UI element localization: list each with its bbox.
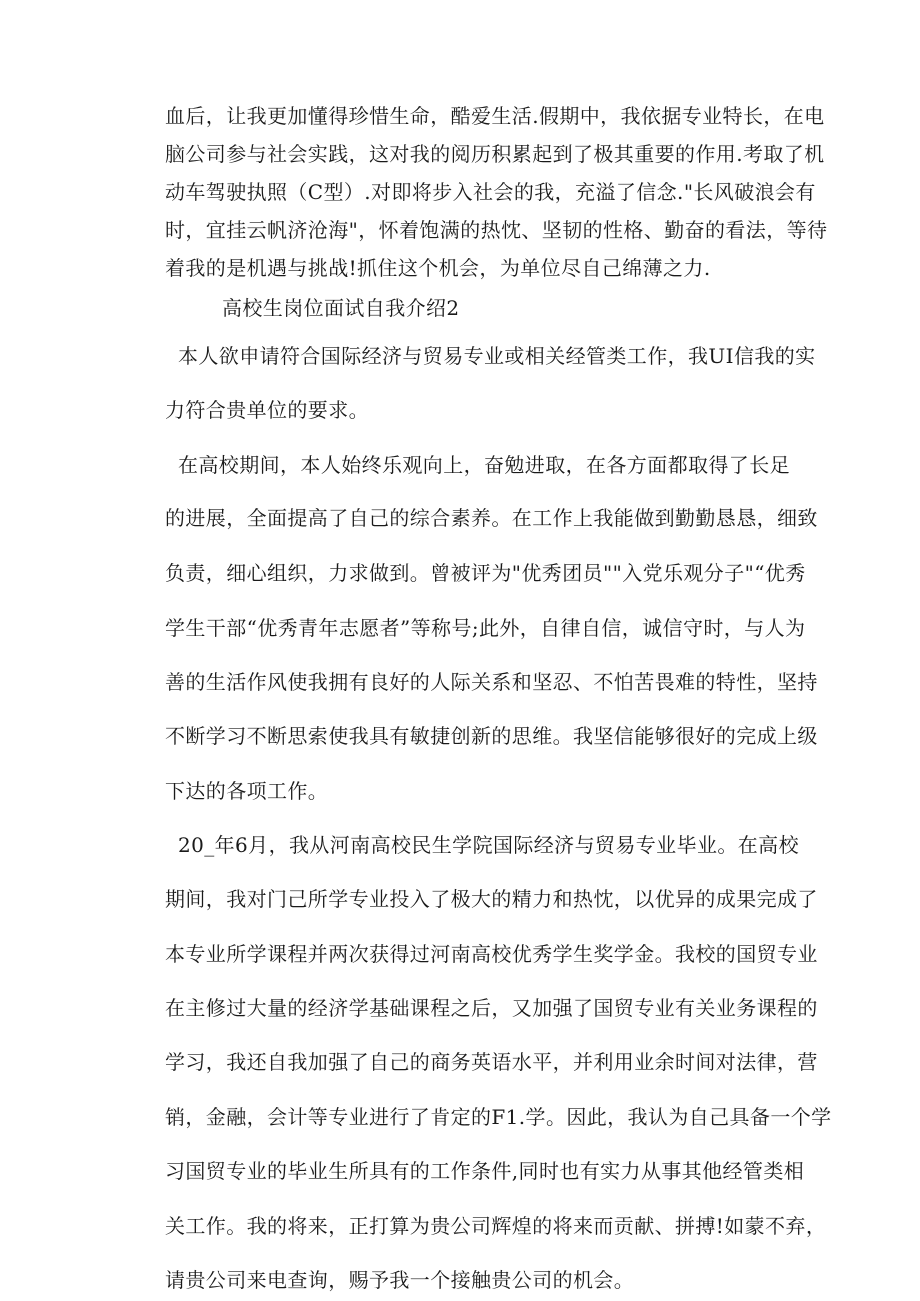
paragraph-3-line-8: 关工作。我的将来，正打算为贵公司辉煌的将来而贡献、拼搏!如蒙不弃， <box>165 1214 827 1238</box>
paragraph-2-line-4: 学生干部“优秀青年志愿者”等称号;此外，自律自信，诚信守时，与人为 <box>165 616 806 640</box>
paragraph-3-line-5: 学习，我还自我加强了自己的商务英语水平，并利用业余时间对法律，营 <box>165 1050 818 1074</box>
intro-line-3: 动车驾驶执照（C型）.对即将步入社会的我，充溢了信念."长风破浪会有 <box>165 180 816 204</box>
paragraph-2-line-1: 在高校期间，本人始终乐观向上，奋勉进取，在各方面都取得了长足 <box>178 453 790 477</box>
intro-line-4: 时，宜挂云帆济沧海"，怀着饱满的热忱、坚韧的性格、勤奋的看法，等待 <box>165 218 828 242</box>
paragraph-2-line-3: 负责，细心组织，力求做到。曾被评为"优秀团员""入党乐观分子"“优秀 <box>165 561 806 585</box>
paragraph-3-line-4: 在主修过大量的经济学基础课程之后，又加强了国贸专业有关业务课程的 <box>165 996 818 1020</box>
paragraph-3-line-2: 期间，我对门己所学专业投入了极大的精力和热忱，以优异的成果完成了 <box>165 887 818 911</box>
paragraph-3-line-1: 20_年6月，我从河南高校民生学院国际经济与贸易专业毕业。在高校 <box>178 833 799 857</box>
intro-line-5: 着我的是机遇与挑战!抓住这个机会，为单位尽自己绵薄之力. <box>165 256 711 280</box>
paragraph-2-line-2: 的进展，全面提高了自己的综合素养。在工作上我能做到勤勤恳恳，细致 <box>165 506 818 530</box>
paragraph-2-line-5: 善的生活作风使我拥有良好的人际关系和坚忍、不怕苦畏难的特性，坚持 <box>165 670 818 694</box>
paragraph-1-line-1: 本人欲申请符合国际经济与贸易专业或相关经管类工作，我UI信我的实 <box>178 344 816 368</box>
paragraph-3-line-6: 销，金融，会计等专业进行了肯定的F1.学。因此，我认为自己具备一个学 <box>165 1105 832 1129</box>
section-heading: 高校生岗位面试自我介绍2 <box>222 296 460 320</box>
intro-line-2: 脑公司参与社会实践，这对我的阅历积累起到了极其重要的作用.考取了机 <box>165 142 825 166</box>
paragraph-3-line-3: 本专业所学课程并两次获得过河南高校优秀学生奖学金。我校的国贸专业 <box>165 942 818 966</box>
intro-line-1: 血后，让我更加懂得珍惜生命，酷爱生活.假期中，我依据专业特长，在电 <box>165 104 825 128</box>
paragraph-3-line-9: 请贵公司来电查询，赐予我一个接触贵公司的机会。 <box>165 1268 635 1292</box>
paragraph-3-line-7: 习国贸专业的毕业生所具有的工作条件,同时也有实力从事其他经管类相 <box>165 1159 805 1183</box>
paragraph-2-line-6: 不断学习不断思索使我具有敏捷创新的思维。我坚信能够很好的完成上级 <box>165 724 818 748</box>
paragraph-1-line-2: 力符合贵单位的要求。 <box>165 398 369 422</box>
paragraph-2-line-7: 下达的各项工作。 <box>165 779 329 803</box>
